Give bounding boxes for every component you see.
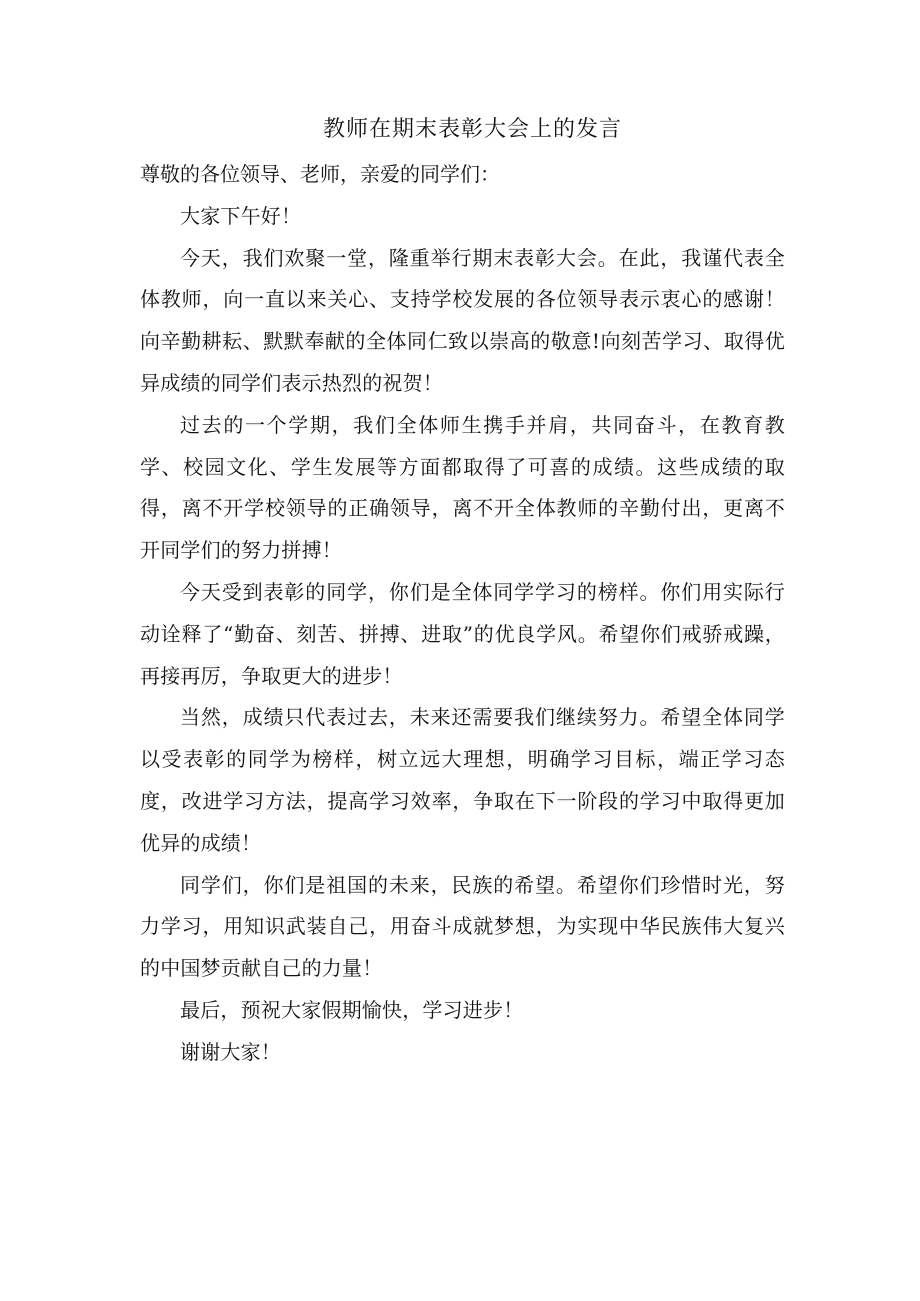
document-title: 教师在期末表彰大会上的发言 xyxy=(322,117,622,142)
paragraph-achievements: 过去的一个学期，我们全体师生携手并肩，共同奋斗，在教育教学、校园文化、学生发展等方面都取得了可喜的成绩。这些成绩的取得，离不开学校领导的正确领导，离不开全体教师的辛勤付出，更离不开同学们的努力拼搏！ xyxy=(140,412,785,563)
paragraph-closing: 谢谢大家！ xyxy=(180,1039,281,1064)
paragraph-wishes: 最后，预祝大家假期愉快，学习进步！ xyxy=(180,997,524,1022)
salutation: 尊敬的各位领导、老师，亲爱的同学们： xyxy=(140,162,500,186)
paragraph-hope: 同学们，你们是祖国的未来，民族的希望。希望你们珍惜时光，努力学习，用知识武装自己，用奋斗成就梦想，为实现中华民族伟大复兴的中国梦贡献自己的力量！ xyxy=(140,872,785,981)
paragraph-greeting: 大家下午好！ xyxy=(180,203,302,228)
document-page xyxy=(140,112,785,1074)
paragraph-opening-thanks: 今天，我们欢聚一堂，隆重举行期末表彰大会。在此，我谨代表全体教师，向一直以来关心、支持学校发展的各位领导表示衷心的感谢！向辛勤耕耘、默默奉献的全体同仁致以崇高的敬意!向刻苦学习、取得优异成绩的同学们表示热烈的祝贺！ xyxy=(140,245,785,395)
paragraph-honored-students: 今天受到表彰的同学，你们是全体同学学习的榜样。你们用实际行动诠释了“勤奋、刻苦、拼搏、进取”的优良学风。希望你们戒骄戒躁，再接再厉，争取更大的进步！ xyxy=(140,579,785,688)
paragraph-future-effort: 当然，成绩只代表过去，未来还需要我们继续努力。希望全体同学以受表彰的同学为榜样，树立远大理想，明确学习目标，端正学习态度，改进学习方法，提高学习效率，争取在下一阶段的学习中取得更加优异的成绩！ xyxy=(140,705,785,855)
